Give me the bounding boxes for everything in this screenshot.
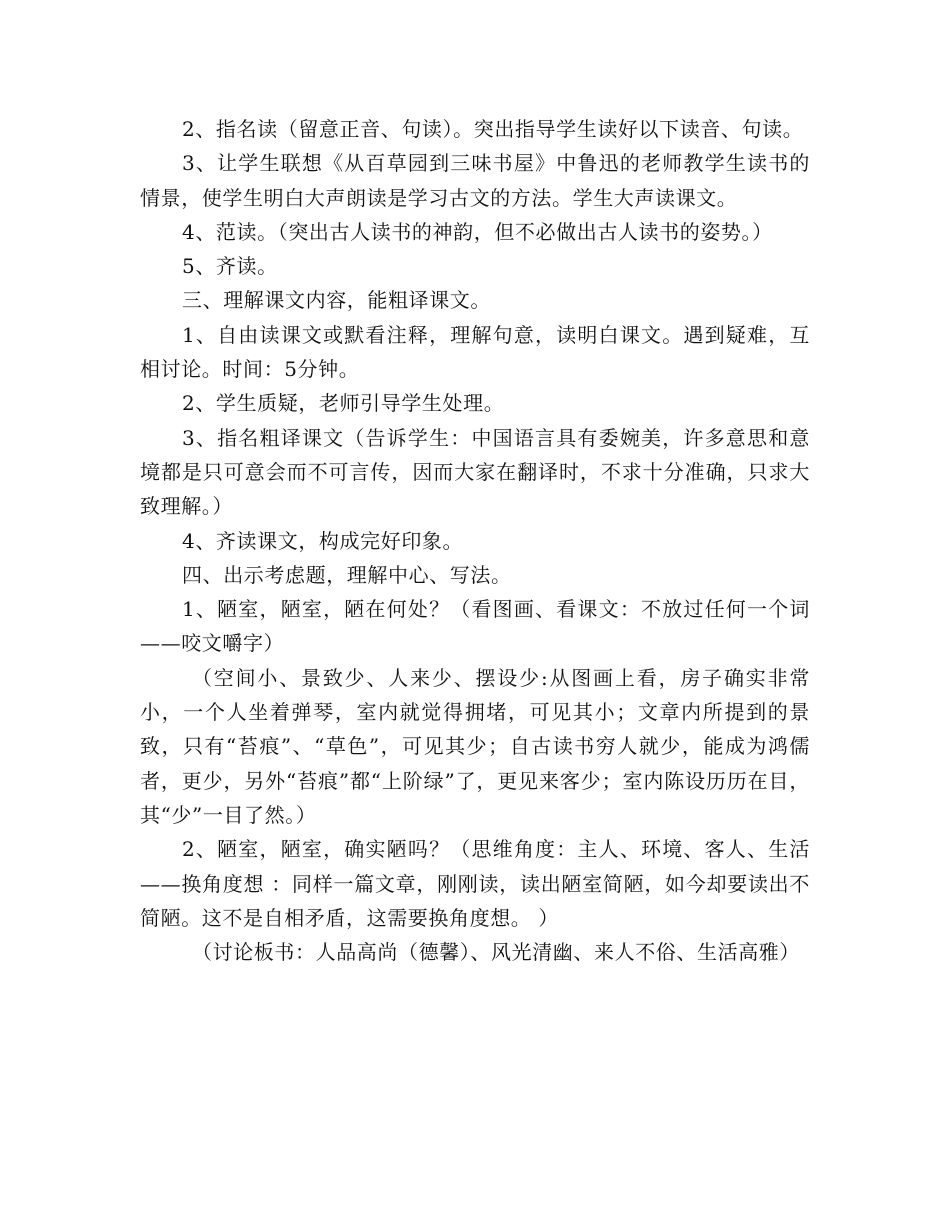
paragraph-read-by-name: 2、指名读（留意正音、句读）。突出指导学生读好以下读音、句读。 [182,117,804,141]
paragraph-student-questions: 2、学生质疑，老师引导学生处理。 [182,391,505,416]
paragraph-answer-where-humble: （空间小、景致少、人来少、摆设少:从图画上看，房子确实非常小，一个人坐着弹琴，室内就觉得拥堵，可见其小；文章内所提到的景致，只有“苔痕”、“草色”，可见其少；自古读书穷人就少，能成为鸿儒者，更少，另外“苔痕”都“上阶绿”了，更见来客少；室内陈设历历在目，其“少”一目了然。） [140,665,810,827]
paragraph-free-reading: 1、自由读课文或默看注释，理解句意，读明白课文。遇到疑难，互相讨论。时间：5分钟。 [140,322,810,382]
section-heading-understand-text: 三、理解课文内容，能粗译课文。 [182,288,491,313]
paragraph-associate-lu-xun: 3、让学生联想《从百草园到三味书屋》中鲁迅的老师教学生读书的情景，使学生明白大声朗读是学习古文的方法。学生大声读课文。 [140,151,810,210]
document-body [140,112,810,969]
paragraph-model-reading: 4、范读。（突出古人读书的神韵，但不必做出古人读书的姿势。） [182,219,773,244]
paragraph-rough-translation: 3、指名粗译课文（告诉学生：中国语言具有委婉美，许多意思和意境都是只可意会而不可言传，因而大家在翻译时，不求十分准确，只求大致理解。） [140,425,810,519]
paragraph-read-together: 5、齐读。 [182,254,278,279]
section-heading-discussion-questions: 四、出示考虑题，理解中心、写法。 [182,562,512,587]
paragraph-question-truly-humble: 2、陋室，陋室，确实陋吗？（思维角度：主人、环境、客人、生活——换角度想 ：同样一篇文章，刚刚读，读出陋室简陋，如今却要读出不简陋。这不是自相矛盾，这需要换角度想。 ） [140,837,810,930]
paragraph-read-text-together: 4、齐读课文，构成完好印象。 [182,528,464,553]
paragraph-blackboard-notes: （讨论板书：人品高尚（德馨）、风光清幽、来人不俗、生活高雅） [192,940,800,965]
paragraph-question-where-humble: 1、陋室，陋室，陋在何处？（看图画、看课文：不放过任何一个词——咬文嚼字） [140,597,810,656]
